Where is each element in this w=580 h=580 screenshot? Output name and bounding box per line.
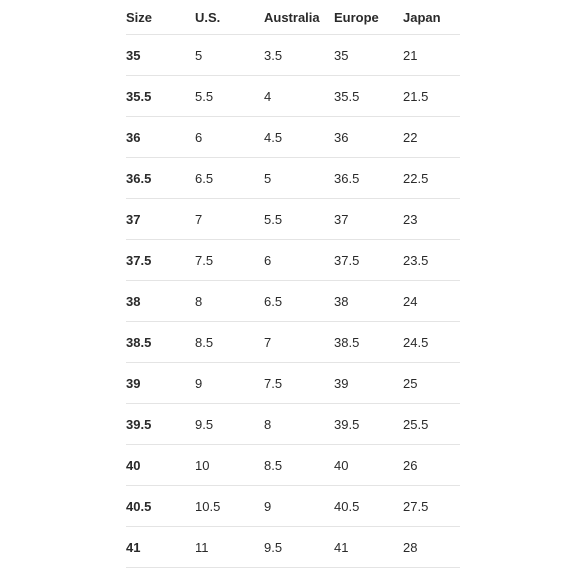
cell-europe: 35.5 <box>334 76 403 117</box>
cell-japan: 21 <box>403 35 460 76</box>
cell-japan: 26 <box>403 445 460 486</box>
table-row <box>126 117 460 158</box>
table-row <box>126 486 460 527</box>
cell-europe: 38.5 <box>334 322 403 363</box>
cell-size: 38 <box>126 281 195 322</box>
cell-us: 6 <box>195 117 264 158</box>
cell-europe: 39 <box>334 363 403 404</box>
cell-size: 39 <box>126 363 195 404</box>
cell-japan: 22 <box>403 117 460 158</box>
cell-japan: 24 <box>403 281 460 322</box>
cell-japan: 21.5 <box>403 76 460 117</box>
cell-australia: 4 <box>264 76 334 117</box>
cell-size: 37 <box>126 199 195 240</box>
cell-us: 5.5 <box>195 76 264 117</box>
cell-size: 36 <box>126 117 195 158</box>
cell-europe: 40 <box>334 445 403 486</box>
table-row <box>126 527 460 568</box>
header-japan: Japan <box>403 0 460 35</box>
cell-size: 40.5 <box>126 486 195 527</box>
table-row <box>126 158 460 199</box>
cell-japan: 27.5 <box>403 486 460 527</box>
cell-australia: 4.5 <box>264 117 334 158</box>
cell-japan: 23 <box>403 199 460 240</box>
cell-australia: 7 <box>264 322 334 363</box>
cell-japan: 25 <box>403 363 460 404</box>
cell-europe: 35 <box>334 35 403 76</box>
cell-size: 41 <box>126 527 195 568</box>
cell-us: 6.5 <box>195 158 264 199</box>
cell-us: 9.5 <box>195 404 264 445</box>
size-conversion-table <box>126 0 460 568</box>
cell-japan: 25.5 <box>403 404 460 445</box>
header-us: U.S. <box>195 0 264 35</box>
cell-size: 37.5 <box>126 240 195 281</box>
table-row <box>126 445 460 486</box>
header-size: Size <box>126 0 195 35</box>
cell-europe: 36 <box>334 117 403 158</box>
cell-japan: 23.5 <box>403 240 460 281</box>
cell-australia: 5.5 <box>264 199 334 240</box>
cell-australia: 7.5 <box>264 363 334 404</box>
cell-europe: 41 <box>334 527 403 568</box>
cell-australia: 8 <box>264 404 334 445</box>
cell-japan: 22.5 <box>403 158 460 199</box>
cell-australia: 6 <box>264 240 334 281</box>
cell-australia: 6.5 <box>264 281 334 322</box>
cell-australia: 8.5 <box>264 445 334 486</box>
cell-europe: 40.5 <box>334 486 403 527</box>
table-body <box>126 35 460 568</box>
cell-europe: 37.5 <box>334 240 403 281</box>
cell-size: 35.5 <box>126 76 195 117</box>
cell-size: 35 <box>126 35 195 76</box>
cell-australia: 3.5 <box>264 35 334 76</box>
cell-europe: 36.5 <box>334 158 403 199</box>
cell-size: 40 <box>126 445 195 486</box>
cell-japan: 28 <box>403 527 460 568</box>
cell-us: 8.5 <box>195 322 264 363</box>
table-row <box>126 240 460 281</box>
cell-europe: 39.5 <box>334 404 403 445</box>
cell-us: 10 <box>195 445 264 486</box>
cell-us: 7 <box>195 199 264 240</box>
cell-europe: 37 <box>334 199 403 240</box>
cell-us: 8 <box>195 281 264 322</box>
table-header <box>126 0 460 35</box>
cell-us: 9 <box>195 363 264 404</box>
table-row <box>126 404 460 445</box>
cell-us: 10.5 <box>195 486 264 527</box>
table-row <box>126 281 460 322</box>
cell-size: 36.5 <box>126 158 195 199</box>
cell-size: 39.5 <box>126 404 195 445</box>
header-europe: Europe <box>334 0 403 35</box>
table-row <box>126 35 460 76</box>
table-row <box>126 363 460 404</box>
cell-europe: 38 <box>334 281 403 322</box>
table-row <box>126 76 460 117</box>
cell-australia: 9.5 <box>264 527 334 568</box>
cell-us: 7.5 <box>195 240 264 281</box>
cell-australia: 5 <box>264 158 334 199</box>
cell-us: 11 <box>195 527 264 568</box>
table-row <box>126 322 460 363</box>
cell-australia: 9 <box>264 486 334 527</box>
cell-us: 5 <box>195 35 264 76</box>
header-australia: Australia <box>264 0 334 35</box>
cell-size: 38.5 <box>126 322 195 363</box>
table-row <box>126 199 460 240</box>
cell-japan: 24.5 <box>403 322 460 363</box>
header-row <box>126 0 460 35</box>
